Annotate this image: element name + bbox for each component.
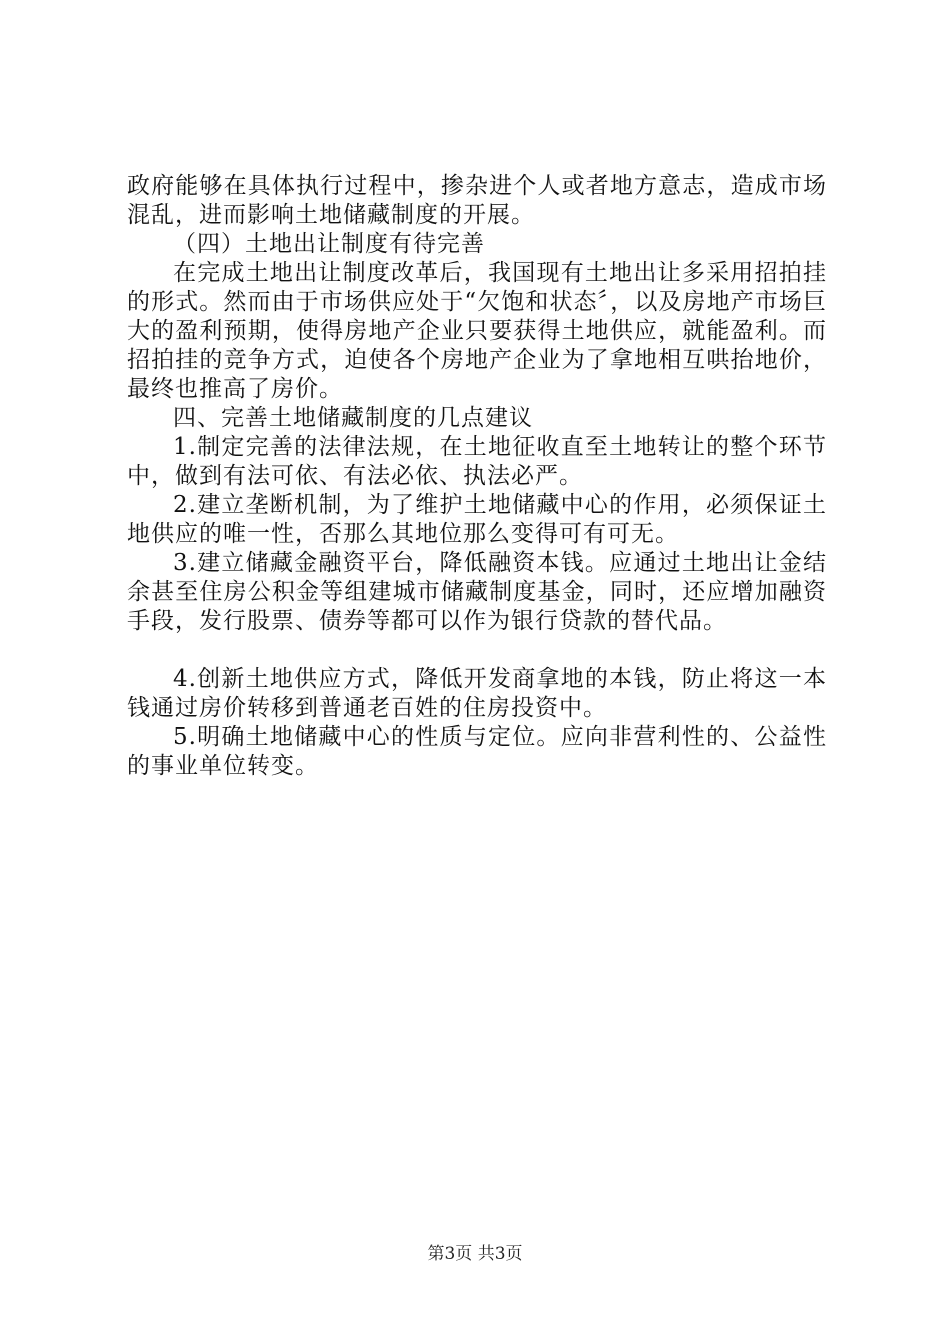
suggestion-item-2: 2.建立垄断机制，为了维护土地储藏中心的作用，必须保证土地供应的唯一性，否那么其地位那么变得可有可无。 [127,492,827,547]
section-heading-land-transfer: （四）土地出让制度有待完善 [173,231,485,257]
suggestion-item-3: 3.建立储藏金融资平台，降低融资本钱。应通过土地出让金结余甚至住房公积金等组建城市储藏制度基金，同时，还应增加融资手段，发行股票、债券等都可以作为银行贷款的替代品。 [127,550,827,634]
page-footer: 第3页 共3页 [427,1244,523,1264]
suggestion-item-5: 5.明确土地储藏中心的性质与定位。应向非营利性的、公益性的事业单位转变。 [127,724,827,779]
section-heading-suggestions: 四、完善土地储藏制度的几点建议 [173,405,533,431]
paragraph-gap [127,636,827,665]
document-body [127,172,827,781]
suggestion-item-4: 4.创新土地供应方式，降低开发商拿地的本钱，防止将这一本钱通过房价转移到普通老百姓的住房投资中。 [127,666,827,721]
paragraph-continuation: 政府能够在具体执行过程中，掺杂进个人或者地方意志，造成市场混乱，进而影响土地储藏制度的开展。 [127,173,827,228]
paragraph-land-transfer: 在完成土地出让制度改革后，我国现有土地出让多采用招拍挂的形式。然而由于市场供应处于“欠饱和状态〞，以及房地产市场巨大的盈利预期，使得房地产企业只要获得土地供应，就能盈利。而招拍挂的竞争方式，迫使各个房地产企业为了拿地相互哄抬地价，最终也推高了房价。 [127,260,827,402]
suggestion-item-1: 1.制定完善的法律法规，在土地征收直至土地转让的整个环节中，做到有法可依、有法必依、执法必严。 [127,434,827,489]
